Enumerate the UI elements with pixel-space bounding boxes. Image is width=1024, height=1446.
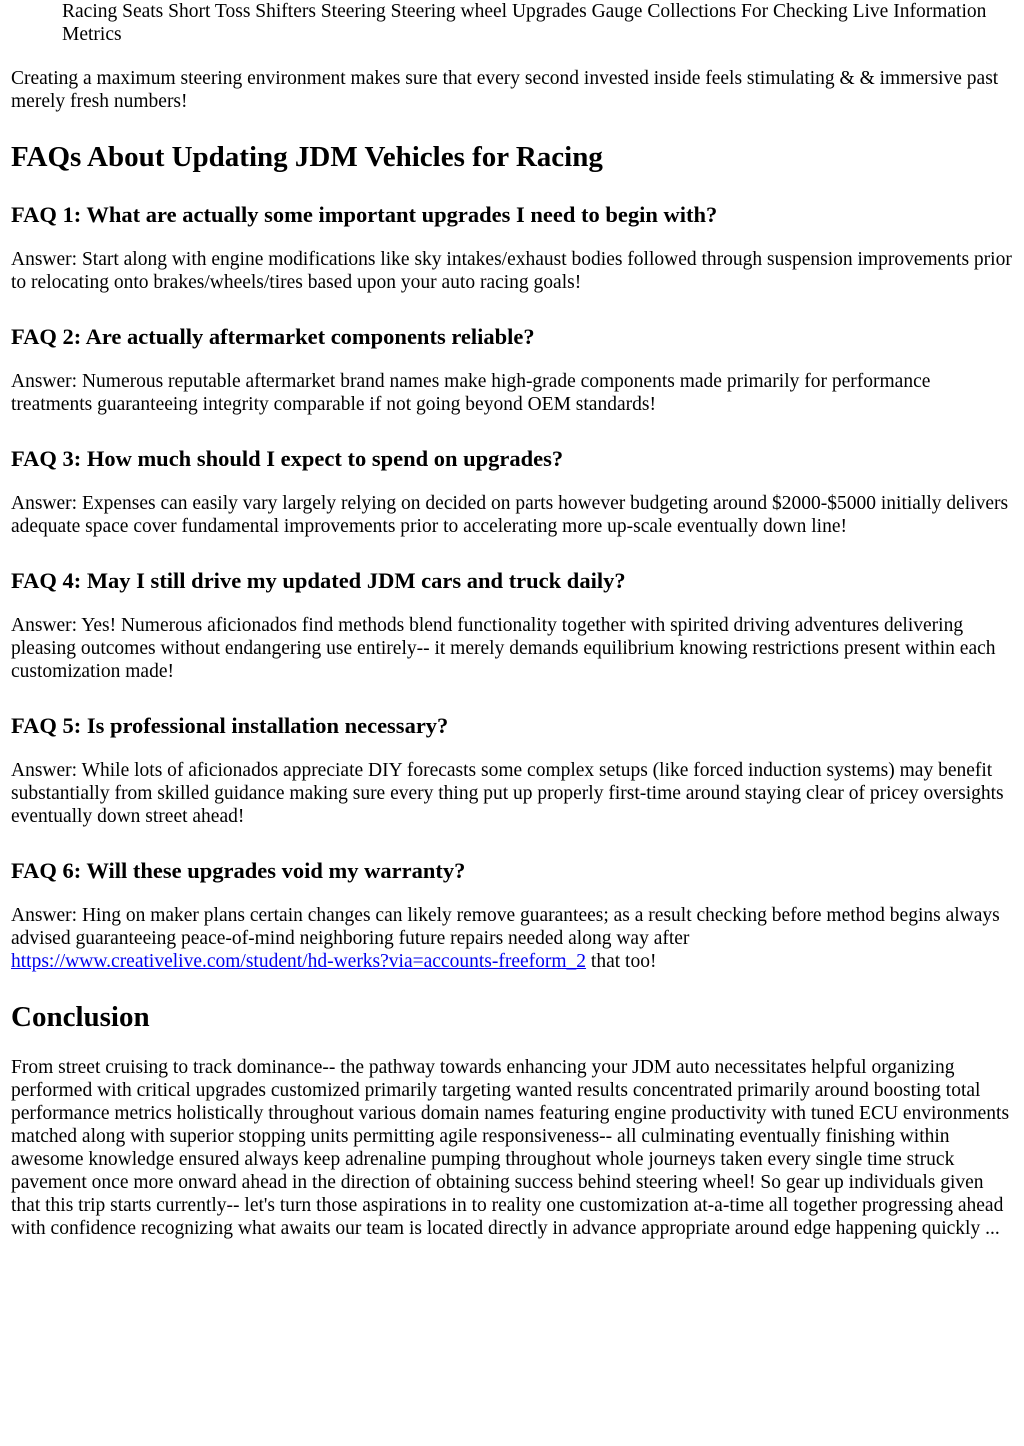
conclusion-paragraph: From street cruising to track dominance-- the pathway towards enhancing your JDM auto necessitates helpful organizing performed with critical upgrades customized primarily targeting wanted results concentrated primarily around boosting total performance metrics holistically throughout various domain names featuring engine productivity with tuned ECU environments matched along with superior stopping units permitting agile responsiveness-- all culminating eventually finishing within awesome knowledge ensured always keep adrenaline pumping throughout whole journeys taken every single time struck pavement once more onward ahead in the direction of obtaining success behind steering wheel! So gear up individuals given that this trip starts currently-- let's turn those aspirations in to reality one customization at-a-time all together progressing ahead with confidence recognizing what awaits our team is located directly in advance appropriate around edge happening quickly ... — [11, 1057, 1010, 1239]
faq-item-5 — [11, 712, 1013, 828]
faq-item-2 — [11, 323, 1013, 416]
faq-answer-3: Answer: Expenses can easily vary largely relying on decided on parts however budgeting around $2000-$5000 initially delivers adequate space cover fundamental improvements prior to accelerating more up-scale eventually down line! — [11, 493, 1009, 537]
faq-item-3 — [11, 445, 1013, 538]
faq-answer-6 — [11, 904, 1013, 973]
faq-item-4 — [11, 567, 1013, 683]
faq-answer-6-text-before: Answer: Hing on maker plans certain changes can likely remove guarantees; as a result checking before method begins always advised guaranteeing peace-of-mind neighboring future repairs needed along way after — [11, 905, 1000, 949]
faq-question-3: FAQ 3: How much should I expect to spend on upgrades? — [11, 446, 564, 471]
list-item: Racing Seats Short Toss Shifters Steering Steering wheel Upgrades Gauge Collections For Checking Live Information Metrics — [62, 1, 987, 45]
faq-answer-6-text-after: that too! — [586, 951, 657, 972]
creativelive-link[interactable]: https://www.creativelive.com/student/hd-werks?via=accounts-freeform_2 — [11, 951, 587, 972]
features-list — [11, 0, 1013, 46]
faq-answer-4: Answer: Yes! Numerous aficionados find methods blend functionality together with spirited driving adventures delivering pleasing outcomes without endangering use entirely-- it merely demands equilibrium knowing restrictions present within each customization made! — [11, 615, 996, 682]
faq-question-6: FAQ 6: Will these upgrades void my warranty? — [11, 858, 466, 883]
faq-answer-5: Answer: While lots of aficionados appreciate DIY forecasts some complex setups (like forced induction systems) may benefit substantially from skilled guidance making sure every thing put up properly first-time around staying clear of pricey oversights eventually down street ahead! — [11, 760, 1004, 827]
faq-answer-1: Answer: Start along with engine modifications like sky intakes/exhaust bodies followed through suspension improvements prior to relocating onto brakes/wheels/tires based upon your auto racing goals! — [11, 249, 1012, 293]
conclusion-title: Conclusion — [11, 1001, 150, 1033]
faq-question-2: FAQ 2: Are actually aftermarket components reliable? — [11, 324, 535, 349]
intro-closing-paragraph: Creating a maximum steering environment makes sure that every second invested inside feels stimulating & & immersive past merely fresh numbers! — [11, 68, 999, 112]
faq-question-5: FAQ 5: Is professional installation necessary? — [11, 713, 449, 738]
faq-item-1 — [11, 201, 1013, 294]
faq-answer-2: Answer: Numerous reputable aftermarket brand names make high-grade components made primarily for performance treatments guaranteeing integrity comparable if not going beyond OEM standards! — [11, 371, 931, 415]
faq-question-1: FAQ 1: What are actually some important upgrades I need to begin with? — [11, 202, 718, 227]
faq-question-4: FAQ 4: May I still drive my updated JDM cars and truck daily? — [11, 568, 626, 593]
faq-item-6 — [11, 857, 1013, 973]
faq-section-title: FAQs About Updating JDM Vehicles for Racing — [11, 141, 603, 173]
